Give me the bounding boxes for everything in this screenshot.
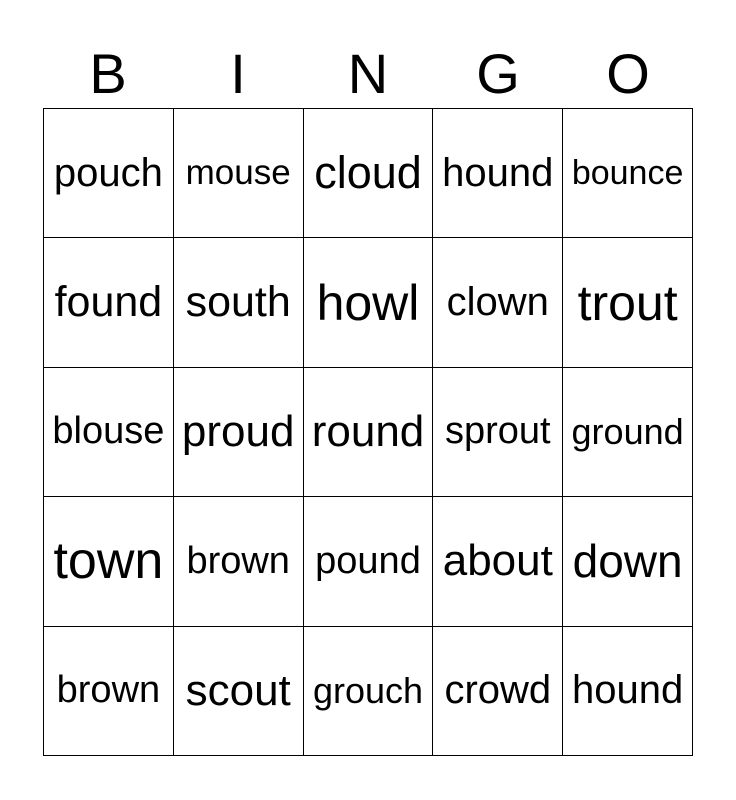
bingo-cell[interactable] [174,238,304,367]
cell-word: scout [185,665,291,715]
bingo-cell[interactable] [433,238,563,367]
cell-word: blouse [52,410,165,453]
cell-word: brown [56,669,161,712]
bingo-cell[interactable] [563,627,693,756]
cell-word: south [185,278,291,327]
cell-word: pouch [53,150,163,195]
header-letter-b: B [89,42,127,105]
bingo-cell[interactable] [433,627,563,756]
bingo-cell[interactable] [44,238,174,367]
cell-word: proud [181,406,295,456]
bingo-cell[interactable] [44,627,174,756]
bingo-cell[interactable] [304,238,434,367]
cell-word: pound [315,539,421,582]
bingo-cell[interactable] [174,109,304,238]
header-letter-i: I [230,42,246,105]
cell-word: hound [571,668,684,713]
cell-word: found [54,278,163,327]
bingo-cell[interactable] [433,497,563,626]
cell-word: down [572,535,683,588]
bingo-cell[interactable] [433,109,563,238]
bingo-cell[interactable] [563,109,693,238]
bingo-cell[interactable] [563,497,693,626]
bingo-cell[interactable] [44,497,174,626]
bingo-cell[interactable] [304,109,434,238]
cell-word: hound [442,150,554,195]
bingo-cell[interactable] [304,368,434,497]
cell-word: about [442,536,553,586]
cell-word: sprout [444,410,551,453]
bingo-cell[interactable] [563,368,693,497]
header-letter-n: N [347,42,389,105]
cell-word: crowd [444,668,552,713]
cell-word: trout [577,274,678,331]
bingo-cell[interactable] [44,368,174,497]
bingo-cell[interactable] [44,109,174,238]
bingo-cell[interactable] [304,497,434,626]
cell-word: mouse [185,153,291,193]
cell-word: grouch [312,669,424,711]
bingo-card-grid [43,108,693,756]
header-letter-o: O [606,42,650,105]
cell-word: ground [571,410,684,452]
cell-word: bounce [571,153,684,192]
cell-word: howl [316,274,420,331]
cell-word: cloud [314,147,422,199]
cell-word: clown [446,280,549,325]
bingo-cell[interactable] [174,497,304,626]
cell-word: round [311,406,425,456]
header-letter-g: G [476,42,520,105]
bingo-cell[interactable] [304,627,434,756]
cell-word: town [53,532,164,591]
bingo-cell[interactable] [174,368,304,497]
bingo-cell[interactable] [563,238,693,367]
bingo-cell[interactable] [433,368,563,497]
bingo-cell[interactable] [174,627,304,756]
bingo-header [43,40,693,108]
cell-word: brown [186,539,290,582]
